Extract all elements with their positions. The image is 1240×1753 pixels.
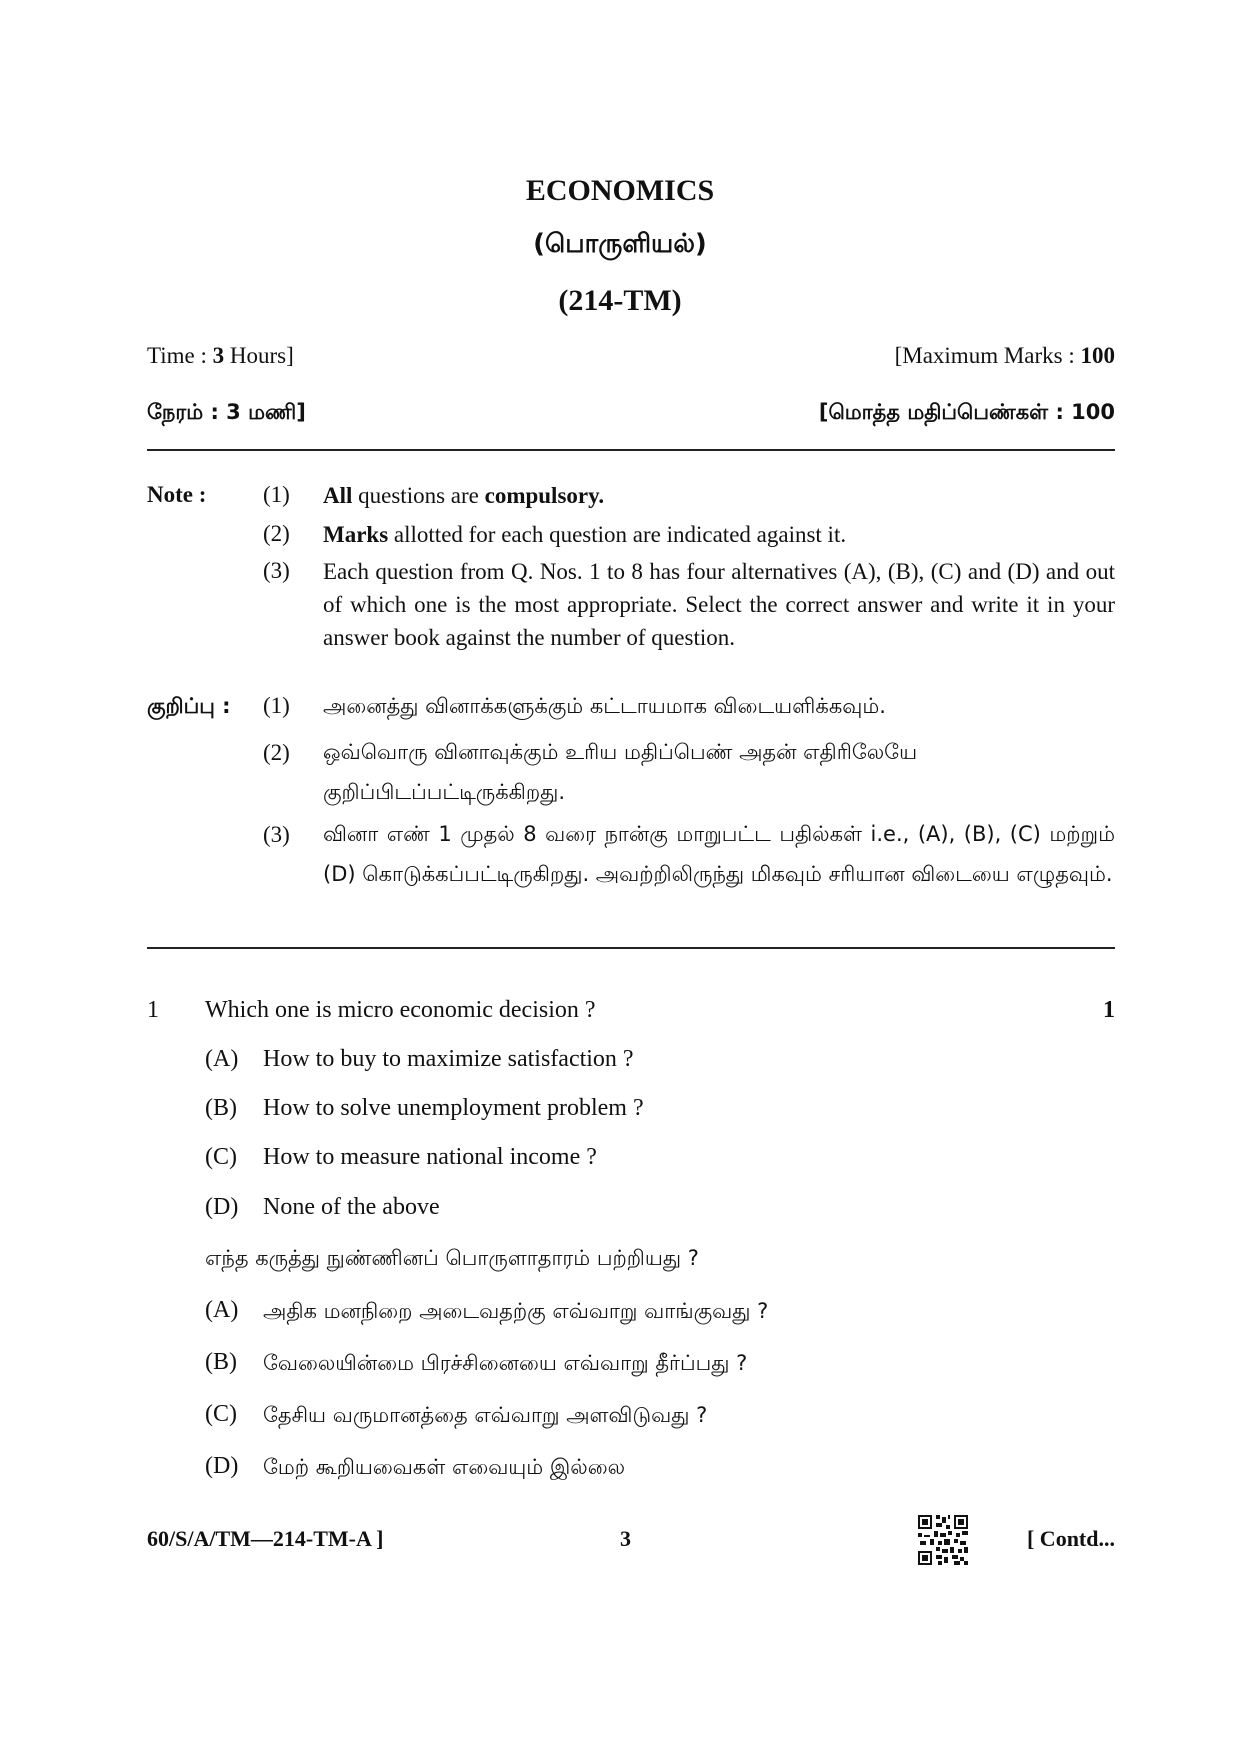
note-label: Note : <box>147 482 207 507</box>
option-text: How to buy to maximize satisfaction ? <box>263 1046 634 1072</box>
option-text-tamil: தேசிய வருமானத்தை எவ்வாறு அளவிடுவது ? <box>263 1403 708 1427</box>
option-label-tamil: (A) <box>205 1297 239 1323</box>
question-text: Which one is micro economic decision ? <box>205 997 596 1023</box>
qr-code-icon <box>918 1515 968 1565</box>
time-unit: Hours] <box>224 343 294 368</box>
option-text-tamil: வேலையின்மை பிரச்சினையை எவ்வாறு தீர்ப்பது ? <box>263 1351 748 1375</box>
max-marks-label: [Maximum Marks : <box>894 343 1081 368</box>
max-marks-value-tamil: 100 <box>1071 400 1115 424</box>
max-marks-line-tamil <box>819 400 1115 427</box>
note-bold: compulsory. <box>484 483 605 508</box>
max-marks-value: 100 <box>1080 343 1115 368</box>
option-text: None of the above <box>263 1194 440 1220</box>
note-label-tamil: குறிப்பு : <box>147 694 231 718</box>
note-text <box>323 518 1115 551</box>
max-marks-label-tamil: [மொத்த மதிப்பெண்கள் : <box>818 400 1072 424</box>
option-label: (D) <box>205 1194 239 1220</box>
note-span: questions are <box>352 483 485 508</box>
subject-code: (214-TM) <box>558 284 682 317</box>
subject-title: ECONOMICS <box>525 174 715 207</box>
note-span: allotted for each question are indicated against it. <box>388 522 847 547</box>
option-label: (A) <box>205 1046 239 1072</box>
option-label: (C) <box>205 1144 237 1170</box>
option-text: How to measure national income ? <box>263 1144 597 1170</box>
note-bold: All <box>323 483 353 508</box>
note-num-tamil: (3) <box>263 822 290 847</box>
note-text-tamil: ஒவ்வொரு வினாவுக்கும் உரிய மதிப்பெண் அதன் எதிரிலேயே குறிப்பிடப்பட்டிருக்கிறது. <box>323 740 918 804</box>
option-label-tamil: (D) <box>205 1453 239 1479</box>
divider-bottom <box>147 947 1115 949</box>
time-line <box>147 343 294 369</box>
note-num-tamil: (2) <box>263 740 290 765</box>
contd-label: [ Contd... <box>1026 1526 1115 1551</box>
footer-code: 60/S/A/TM—214-TM-A ] <box>147 1526 384 1551</box>
question-number: 1 <box>147 997 159 1023</box>
question-marks: 1 <box>1103 997 1115 1023</box>
time-label: Time : <box>147 343 213 368</box>
option-label-tamil: (C) <box>205 1401 237 1427</box>
note-num: (2) <box>263 521 290 546</box>
subject-title-tamil: (பொருளியல்) <box>533 229 707 259</box>
note-num: (1) <box>263 482 290 507</box>
note-num: (3) <box>263 558 290 583</box>
divider-top <box>147 449 1115 451</box>
time-line-tamil: நேரம் : 3 மணி] <box>147 400 306 424</box>
option-label: (B) <box>205 1095 237 1121</box>
time-value: 3 <box>212 343 225 368</box>
page-number: 3 <box>620 1526 631 1551</box>
note-text-tamil: அனைத்து வினாக்களுக்கும் கட்டாயமாக விடையளிக்கவும். <box>323 694 886 718</box>
max-marks-line <box>895 343 1115 369</box>
option-text: How to solve unemployment problem ? <box>263 1095 644 1121</box>
option-text-tamil: மேற் கூறியவைகள் எவையும் இல்லை <box>263 1455 626 1479</box>
note-text-tamil: வினா எண் 1 முதல் 8 வரை நான்கு மாறுபட்ட பதில்கள் i.e., (A), (B), (C) மற்றும் (D) கொடுக்கப்பட்டிருகிறது. அவற்றிலிருந்து மிகவும் சரியான விடையை எழுதவும். <box>323 822 1115 886</box>
note-bold: Marks <box>323 522 389 547</box>
option-label-tamil: (B) <box>205 1349 237 1375</box>
note-text <box>323 479 1115 512</box>
option-text-tamil: அதிக மனநிறை அடைவதற்கு எவ்வாறு வாங்குவது ? <box>263 1299 769 1323</box>
note-text: Each question from Q. Nos. 1 to 8 has four alternatives (A), (B), (C) and (D) and out of which one is the most appropriate. Select the correct answer and write it in your answer book against the number of question. <box>323 559 1115 650</box>
question-text-tamil: எந்த கருத்து நுண்ணினப் பொருளாதாரம் பற்றியது ? <box>205 1246 699 1270</box>
note-num-tamil: (1) <box>263 693 290 718</box>
